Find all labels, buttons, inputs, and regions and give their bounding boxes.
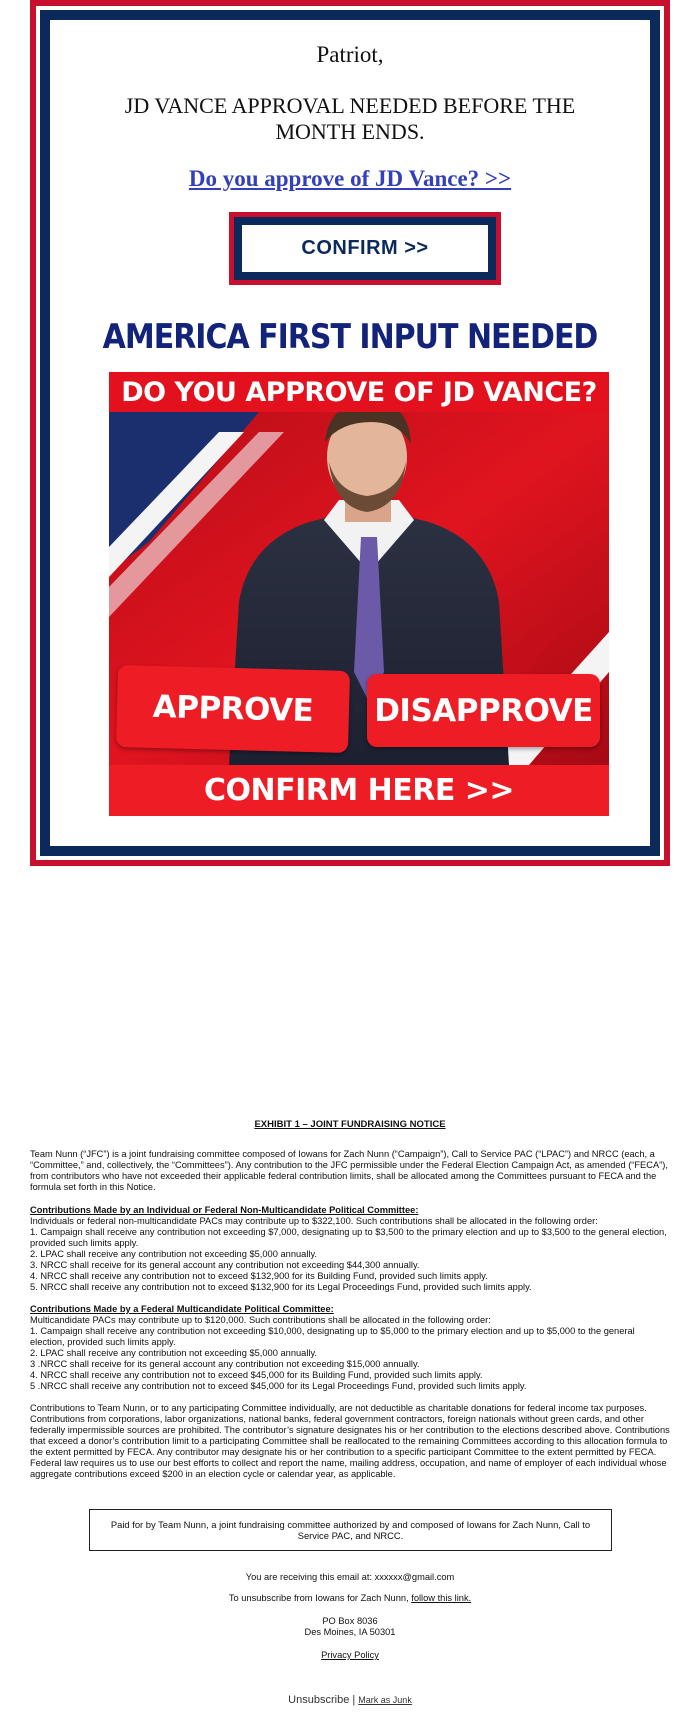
multicandidate-line: 1. Campaign shall receive any contribution not exceeding $10,000, designating up to $5,000 to the primary election and up to $5,000 to the general election, provided such limits apply.	[30, 1326, 635, 1347]
notice-title: EXHIBIT 1 – JOINT FUNDRAISING NOTICE	[254, 1119, 446, 1130]
individual-line: 1. Campaign shall receive any contribution not exceeding $7,000, designating up to $3,500 to the primary election and up to $3,500 to the general election, provided such limits apply.	[30, 1227, 667, 1248]
confirm-here-button[interactable]: CONFIRM HERE >>	[109, 765, 609, 816]
paid-for-disclaimer: Paid for by Team Nunn, a joint fundraising committee authorized by and composed of Iowans for Zach Nunn, Call to Service PAC, and NRCC.	[89, 1509, 612, 1551]
unsubscribe-line: To unsubscribe from Iowans for Zach Nunn, follow this link.	[228, 1593, 472, 1603]
mailing-address-line2: Des Moines, IA 50301	[304, 1627, 396, 1637]
individual-contributions-heading: Contributions Made by an Individual or Federal Non-Multicandidate Political Committee:	[30, 1205, 419, 1215]
mark-as-junk-link[interactable]: Mark as Junk	[358, 1695, 412, 1705]
approve-button[interactable]: APPROVE	[116, 665, 350, 753]
individual-line: 2. LPAC shall receive any contribution not exceeding $5,000 annually.	[30, 1249, 318, 1259]
unsubscribe-link[interactable]: Unsubscribe	[288, 1694, 350, 1706]
confirm-button[interactable]	[229, 212, 501, 285]
multicandidate-line: 5 .NRCC shall receive any contribution not to exceed $45,000 for its Legal Proceedings Fund, provided such limits apply.	[30, 1381, 527, 1391]
unsubscribe-follow-link[interactable]: follow this link.	[411, 1593, 472, 1603]
individual-line: 3. NRCC shall receive for its general account any contribution not exceeding $44,300 annually.	[30, 1260, 420, 1270]
multicandidate-line: Multicandidate PACs may contribute up to $120,000. Such contributions shall be allocated in the following order:	[30, 1315, 491, 1325]
email-body	[50, 20, 650, 846]
multicandidate-line: 3 .NRCC shall receive for its general account any contribution not exceeding $15,000 annually.	[30, 1359, 420, 1369]
disapprove-button[interactable]: DISAPPROVE	[367, 674, 600, 747]
approval-graphic[interactable]	[109, 372, 609, 816]
individual-contributions-section	[30, 1205, 670, 1293]
list-unsubscribe-bar	[0, 1694, 700, 1706]
multicandidate-line: 2. LPAC shall receive any contribution not exceeding $5,000 annually.	[30, 1348, 318, 1358]
notice-closing: Contributions to Team Nunn, or to any participating Committee individually, are not deductible as charitable donations for federal income tax purposes. Contributions from corporations, labor organizations, national banks, federal government contractors, foreign nationals without green cards, and other federally impermissible sources are prohibited. The contributor’s signature designates his or her contribution to the elections described above. Contributions that exceed a donor’s contribution limit to a participating Committee shall be reallocated to the remaining Committees according to this allocation formula to the extent permitted by FECA. Any contributor may designate his or her contribution to a specific participant Committee to the extent permitted by FECA. Federal law requires us to use our best efforts to collect and report the name, mailing address, occupation, and name of employer of each individual whose aggregate contributions exceed $200 in an election cycle or calendar year, as applicable.	[30, 1403, 670, 1479]
privacy-policy-row	[0, 1650, 700, 1661]
graphic-banner: DO YOU APPROVE OF JD VANCE?	[109, 372, 609, 412]
individual-line: 4. NRCC shall receive any contribution not to exceed $132,900 for its Building Fund, provided such limits apply.	[30, 1271, 488, 1281]
confirm-button-label: CONFIRM >>	[242, 225, 488, 272]
individual-line: 5. NRCC shall receive any contribution not to exceed $132,900 for its Legal Proceedings Fund, provided such limits apply.	[30, 1282, 532, 1292]
multicandidate-contributions-section	[30, 1304, 670, 1392]
separator: |	[352, 1694, 356, 1706]
graphic-background	[109, 372, 609, 816]
recipient-email: xxxxxx@gmail.com	[374, 1572, 455, 1582]
privacy-policy-link[interactable]: Privacy Policy	[321, 1650, 379, 1660]
greeting: Patriot,	[316, 42, 384, 67]
approve-question-link[interactable]: Do you approve of JD Vance? >>	[188, 166, 512, 191]
individual-line: Individuals or federal non-multicandidate PACs may contribute up to $322,100. Such contributions shall be allocated in the following order:	[30, 1216, 598, 1226]
multicandidate-line: 4. NRCC shall receive any contribution not to exceed $45,000 for its Building Fund, provided such limits apply.	[30, 1370, 483, 1380]
headline: JD VANCE APPROVAL NEEDED BEFORE THE MONTH ENDS.	[124, 93, 576, 144]
receiving-email-line: You are receiving this email at: xxxxxx@gmail.com	[245, 1572, 455, 1582]
notice-intro: Team Nunn (“JFC”) is a joint fundraising committee composed of Iowans for Zach Nunn (“Campaign”), Call to Service PAC (“LPAC”) and NRCC (each, a “Committee,” and, collectively, the “Committees”). Any contribution to the JFC permissible under the Federal Election Campaign Act, as amended (“FECA”), from contributors who have not exceeded their applicable federal contribution limits, shall be allocated among the Committees pursuant to FECA and the formula set forth in this Notice.	[30, 1149, 668, 1192]
multicandidate-contributions-heading: Contributions Made by a Federal Multicandidate Political Committee:	[30, 1304, 334, 1314]
mailing-address-line1: PO Box 8036	[322, 1616, 378, 1626]
section-title: AMERICA FIRST INPUT NEEDED	[102, 317, 598, 358]
email-frame	[30, 0, 670, 866]
